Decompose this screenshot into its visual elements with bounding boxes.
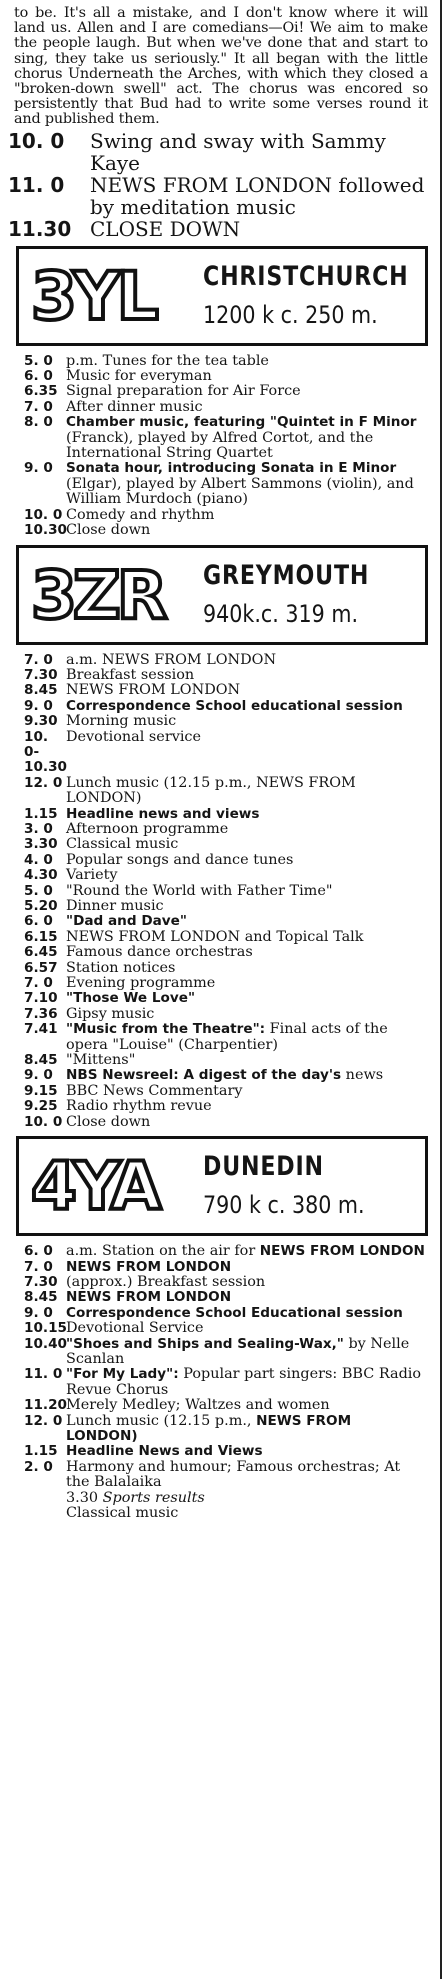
schedule-desc bbox=[66, 1244, 434, 1259]
plain-text: Afternoon programme bbox=[66, 820, 229, 837]
station-banner bbox=[16, 246, 428, 346]
schedule-desc bbox=[66, 508, 434, 523]
time-suffix: a.m. bbox=[66, 1243, 102, 1260]
programme-desc: NEWS FROM LONDON followed by meditation music bbox=[90, 172, 425, 219]
schedule-desc bbox=[66, 714, 434, 729]
schedule-time: 6.57 bbox=[24, 959, 58, 976]
schedule-row bbox=[8, 1306, 434, 1321]
schedule-row bbox=[8, 899, 434, 914]
time-suffix: p.m. bbox=[66, 352, 103, 369]
highlight-text: "Music from the Theatre": bbox=[66, 1021, 266, 1038]
schedule-time: 7. 0 bbox=[24, 398, 53, 415]
highlight-text: Headline News and Views bbox=[66, 1443, 263, 1460]
schedule-row bbox=[8, 930, 434, 945]
schedule-time: 3.30 bbox=[24, 836, 58, 853]
schedule-desc bbox=[66, 1460, 434, 1491]
schedule-time: 10.30 bbox=[24, 522, 67, 539]
schedule-desc bbox=[66, 776, 434, 807]
schedule-row bbox=[8, 1275, 434, 1290]
plain-text: Music for everyman bbox=[66, 368, 212, 385]
schedule-desc bbox=[66, 1099, 434, 1114]
highlight-text: NBS Newsreel: A digest of the day's bbox=[66, 1067, 342, 1084]
schedule-row bbox=[8, 369, 434, 384]
plain-text: After dinner music bbox=[66, 398, 203, 415]
plain-text: "Mittens" bbox=[66, 1052, 136, 1069]
schedule-list bbox=[8, 1244, 434, 1521]
schedule-row bbox=[8, 1260, 434, 1275]
schedule-time: 11.20 bbox=[24, 1397, 67, 1414]
plain-text: Close down bbox=[66, 522, 151, 539]
schedule-desc bbox=[66, 991, 434, 1006]
schedule-time: 1.15 bbox=[24, 1443, 58, 1460]
schedule-row bbox=[8, 354, 434, 369]
schedule-row bbox=[8, 668, 434, 683]
newspaper-column bbox=[8, 0, 434, 1521]
schedule-time: 6.45 bbox=[24, 944, 58, 961]
plain-text: NEWS FROM LONDON bbox=[101, 651, 277, 668]
schedule-desc bbox=[66, 976, 434, 991]
schedule-time: 8.45 bbox=[24, 682, 58, 699]
plain-text: Famous dance orchestras bbox=[66, 944, 253, 961]
station-section bbox=[8, 1136, 434, 1521]
schedule-desc bbox=[66, 523, 434, 538]
schedule-row bbox=[8, 384, 434, 399]
schedule-time: 10. 0 bbox=[24, 506, 63, 523]
station-callsign: 4YA bbox=[31, 1148, 158, 1226]
schedule-time: 9. 0 bbox=[24, 460, 53, 477]
highlight-text: NEWS FROM LONDON bbox=[259, 1243, 425, 1260]
schedule-time: 6.15 bbox=[24, 928, 58, 945]
highlight-text: "For My Lady": bbox=[66, 1366, 179, 1383]
station-section bbox=[8, 545, 434, 1131]
highlight-text: "Shoes and Ships and Sealing-Wax," bbox=[66, 1335, 344, 1352]
schedule-desc bbox=[66, 1022, 434, 1053]
plain-text: Radio rhythm revue bbox=[66, 1098, 212, 1115]
italic-text: Sports results bbox=[102, 1489, 205, 1506]
schedule-desc bbox=[66, 683, 434, 698]
schedule-time: 10. 0-10.30 bbox=[24, 728, 67, 776]
programme-time: 11.30 bbox=[8, 216, 72, 241]
plain-text: Comedy and rhythm bbox=[66, 506, 215, 523]
schedule-desc bbox=[66, 653, 434, 668]
schedule-row bbox=[8, 961, 434, 976]
schedule-row bbox=[8, 1506, 434, 1521]
plain-text: (Elgar), played by Albert Sammons (violin), and William Murdoch (piano) bbox=[66, 475, 414, 508]
plain-text: Dinner music bbox=[66, 898, 164, 914]
plain-text: Station on the air for bbox=[101, 1243, 260, 1260]
plain-text: Classical music bbox=[66, 1505, 179, 1521]
schedule-time: 12. 0 bbox=[24, 1412, 63, 1429]
plain-text: Popular songs and dance tunes bbox=[66, 851, 294, 868]
time-suffix: (approx.) bbox=[66, 1273, 138, 1290]
programme-desc: Swing and sway with Sammy Kaye bbox=[90, 128, 386, 175]
plain-text: "Round the World with Father Time" bbox=[66, 882, 333, 899]
plain-text: NEWS FROM LONDON bbox=[66, 682, 241, 699]
schedule-row bbox=[8, 1321, 434, 1336]
schedule-row bbox=[8, 653, 434, 668]
schedule-row bbox=[8, 1068, 434, 1083]
schedule-time: 1.15 bbox=[24, 805, 58, 822]
schedule-row bbox=[8, 1414, 434, 1445]
schedule-row bbox=[8, 461, 434, 507]
plain-text: Morning music bbox=[66, 713, 177, 730]
station-city: DUNEDIN bbox=[203, 1151, 324, 1183]
plain-text: Harmony and humour; Famous orchestras; At the Balalaika bbox=[66, 1458, 401, 1491]
schedule-row bbox=[8, 1099, 434, 1114]
schedule-row bbox=[8, 1290, 434, 1305]
schedule-row bbox=[8, 945, 434, 960]
plain-text: Merely Medley; Waltzes and women bbox=[66, 1397, 330, 1414]
schedule-row bbox=[8, 714, 434, 729]
schedule-desc bbox=[66, 868, 434, 883]
schedule-list bbox=[8, 354, 434, 539]
plain-text: Lunch music (12.15 p.m., NEWS FROM LONDON) bbox=[66, 774, 356, 807]
schedule-desc bbox=[66, 1084, 434, 1099]
programme-row bbox=[8, 218, 434, 240]
plain-text: Signal preparation for Air Force bbox=[66, 383, 301, 400]
schedule-time: 7.30 bbox=[24, 666, 58, 683]
schedule-desc bbox=[66, 930, 434, 945]
schedule-time: 8. 0 bbox=[24, 414, 53, 431]
schedule-row bbox=[8, 776, 434, 807]
schedule-row bbox=[8, 976, 434, 991]
schedule-time: 11. 0 bbox=[24, 1366, 63, 1383]
schedule-row bbox=[8, 1053, 434, 1068]
schedule-row bbox=[8, 1367, 434, 1398]
schedule-time bbox=[8, 1491, 66, 1506]
schedule-time: 9. 0 bbox=[24, 1067, 53, 1084]
schedule-row bbox=[8, 699, 434, 714]
schedule-desc bbox=[66, 1321, 434, 1336]
schedule-row bbox=[8, 1084, 434, 1099]
schedule-time: 6. 0 bbox=[24, 1243, 53, 1260]
highlight-text: "Those We Love" bbox=[66, 990, 196, 1007]
schedule-desc bbox=[66, 1115, 434, 1130]
schedule-row bbox=[8, 853, 434, 868]
schedule-time: 6. 0 bbox=[24, 913, 53, 930]
schedule-desc bbox=[66, 837, 434, 852]
station-frequency: 940k.c. 319 m. bbox=[203, 599, 359, 628]
schedule-row bbox=[8, 1007, 434, 1022]
schedule-desc bbox=[66, 1007, 434, 1022]
schedule-row bbox=[8, 1398, 434, 1413]
schedule-time: 7. 0 bbox=[24, 1258, 53, 1275]
intro-paragraph: to be. It's all a mistake, and I don't know where it will land us. Allen and I are comedians—Oi! We aim to make the people laugh. But when we've done that and start to sing, they take us seriously." It all began with the little chorus Underneath the Arches, with which they closed a "broken-down swell" act. The chorus was encored so persistently that Bud had to write some verses round it and published them. bbox=[14, 5, 428, 128]
schedule-row bbox=[8, 1244, 434, 1259]
schedule-time: 7. 0 bbox=[24, 975, 53, 992]
schedule-row bbox=[8, 523, 434, 538]
schedule-desc bbox=[66, 1053, 434, 1068]
schedule-time: 12. 0 bbox=[24, 774, 63, 791]
schedule-time: 7. 0 bbox=[24, 651, 53, 668]
plain-text: Gipsy music bbox=[66, 1005, 155, 1022]
top-programme bbox=[8, 130, 434, 240]
schedule-list bbox=[8, 653, 434, 1131]
station-frequency: 790 k c. 380 m. bbox=[203, 1191, 365, 1220]
station-callsign: 3ZR bbox=[31, 556, 164, 634]
schedule-time: 10.40 bbox=[24, 1335, 67, 1352]
plain-text: news bbox=[341, 1067, 384, 1084]
schedule-time: 5. 0 bbox=[24, 352, 53, 369]
schedule-time: 7.41 bbox=[24, 1021, 58, 1038]
plain-text: Devotional service bbox=[66, 728, 202, 745]
time-suffix: a.m. bbox=[66, 651, 102, 668]
plain-text: Popular part singers: BBC Radio Revue Chorus bbox=[66, 1366, 422, 1398]
programme-desc: CLOSE DOWN bbox=[90, 216, 241, 241]
schedule-row bbox=[8, 837, 434, 852]
highlight-text: NEWS FROM LONDON) bbox=[66, 1412, 352, 1444]
schedule-desc bbox=[66, 461, 434, 507]
plain-text: BBC News Commentary bbox=[66, 1082, 243, 1099]
schedule-time: 9.15 bbox=[24, 1082, 58, 1099]
highlight-text: Headline news and views bbox=[66, 805, 260, 822]
schedule-desc bbox=[66, 1306, 434, 1321]
schedule-desc bbox=[66, 1444, 434, 1459]
schedule-desc bbox=[66, 1398, 434, 1413]
schedule-row bbox=[8, 1460, 434, 1491]
plain-text: Lunch music (12.15 p.m., bbox=[66, 1412, 257, 1429]
schedule-desc bbox=[66, 1337, 434, 1368]
schedule-row bbox=[8, 914, 434, 929]
schedule-desc bbox=[66, 945, 434, 960]
schedule-desc bbox=[66, 914, 434, 929]
highlight-text: Chamber music, featuring "Quintet in F Minor bbox=[66, 414, 417, 431]
highlight-text: NEWS FROM LONDON bbox=[66, 1289, 232, 1306]
station-city: GREYMOUTH bbox=[203, 559, 370, 591]
plain-text: Breakfast session bbox=[137, 1273, 266, 1290]
schedule-desc bbox=[66, 384, 434, 399]
plain-text: Devotional Service bbox=[66, 1320, 204, 1337]
schedule-desc bbox=[66, 354, 434, 369]
schedule-time: 9.25 bbox=[24, 1098, 58, 1115]
schedule-desc bbox=[66, 1275, 434, 1290]
plain-text: Tunes for the tea table bbox=[102, 352, 269, 369]
schedule-desc bbox=[66, 853, 434, 868]
schedule-desc bbox=[66, 1290, 434, 1305]
schedule-row bbox=[8, 1491, 434, 1506]
schedule-desc bbox=[66, 1068, 434, 1083]
plain-text: Breakfast session bbox=[66, 666, 195, 683]
highlight-text: Correspondence School Educational session bbox=[66, 1304, 403, 1321]
schedule-time: 3. 0 bbox=[24, 820, 53, 837]
schedule-time bbox=[8, 1506, 66, 1521]
plain-text: Final acts of the opera "Louise" (Charpentier) bbox=[66, 1021, 388, 1053]
schedule-time: 4.30 bbox=[24, 867, 58, 884]
schedule-desc bbox=[66, 961, 434, 976]
schedule-row bbox=[8, 730, 434, 776]
plain-text: Evening programme bbox=[66, 975, 216, 992]
schedule-row bbox=[8, 884, 434, 899]
schedule-desc bbox=[66, 668, 434, 683]
schedule-time: 9.30 bbox=[24, 713, 58, 730]
schedule-desc bbox=[66, 1260, 434, 1275]
schedule-desc bbox=[66, 730, 434, 776]
schedule-desc bbox=[66, 699, 434, 714]
plain-text: (Franck), played by Alfred Cortot, and the International String Quartet bbox=[66, 429, 374, 462]
schedule-row bbox=[8, 400, 434, 415]
schedule-row bbox=[8, 415, 434, 461]
schedule-desc bbox=[66, 400, 434, 415]
plain-text: Close down bbox=[66, 1113, 151, 1130]
schedule-desc bbox=[66, 899, 434, 914]
schedule-time: 9. 0 bbox=[24, 1304, 53, 1321]
schedule-row bbox=[8, 1115, 434, 1130]
schedule-desc bbox=[66, 1506, 434, 1521]
schedule-time: 7.10 bbox=[24, 990, 58, 1007]
plain-text: Variety bbox=[66, 867, 118, 884]
highlight-text: "Dad and Dave" bbox=[66, 913, 187, 930]
schedule-desc bbox=[66, 1414, 434, 1445]
schedule-time: 7.36 bbox=[24, 1005, 58, 1022]
programme-row bbox=[8, 130, 434, 174]
schedule-time: 9. 0 bbox=[24, 697, 53, 714]
plain-text: Station notices bbox=[66, 959, 176, 976]
schedule-row bbox=[8, 1337, 434, 1368]
schedule-desc bbox=[66, 415, 434, 461]
schedule-time: 4. 0 bbox=[24, 851, 53, 868]
column-rule bbox=[440, 0, 442, 1979]
schedule-desc bbox=[66, 822, 434, 837]
schedule-desc bbox=[66, 807, 434, 822]
schedule-time: 2. 0 bbox=[24, 1458, 53, 1475]
schedule-row bbox=[8, 868, 434, 883]
schedule-desc bbox=[66, 369, 434, 384]
station-frequency: 1200 k c. 250 m. bbox=[203, 300, 378, 329]
highlight-text: NEWS FROM LONDON bbox=[66, 1258, 232, 1275]
schedule-time: 10. 0 bbox=[24, 1113, 63, 1130]
schedule-desc bbox=[66, 884, 434, 899]
station-banner bbox=[16, 545, 428, 645]
schedule-time: 5. 0 bbox=[24, 882, 53, 899]
schedule-time: 6.35 bbox=[24, 383, 58, 400]
highlight-text: Correspondence School educational session bbox=[66, 697, 403, 714]
schedule-time: 6. 0 bbox=[24, 368, 53, 385]
schedule-desc bbox=[66, 1491, 434, 1506]
schedule-row bbox=[8, 508, 434, 523]
programme-time: 11. 0 bbox=[8, 172, 65, 197]
plain-text: by Nelle Scanlan bbox=[66, 1335, 410, 1367]
schedule-time: 7.30 bbox=[24, 1273, 58, 1290]
plain-text: 3.30 bbox=[66, 1489, 103, 1506]
schedule-row bbox=[8, 807, 434, 822]
highlight-text: Sonata hour, introducing Sonata in E Minor bbox=[66, 460, 397, 477]
schedule-time: 5.20 bbox=[24, 898, 58, 914]
plain-text: NEWS FROM LONDON and Topical Talk bbox=[66, 928, 364, 945]
stations bbox=[8, 246, 434, 1522]
schedule-time: 10.15 bbox=[24, 1320, 67, 1337]
schedule-desc bbox=[66, 1367, 434, 1398]
schedule-row bbox=[8, 822, 434, 837]
station-city: CHRISTCHURCH bbox=[203, 260, 409, 292]
programme-row bbox=[8, 174, 434, 218]
station-callsign: 3YL bbox=[31, 257, 155, 335]
programme-time: 10. 0 bbox=[8, 128, 65, 153]
schedule-row bbox=[8, 683, 434, 698]
schedule-row bbox=[8, 991, 434, 1006]
schedule-time: 8.45 bbox=[24, 1289, 58, 1306]
schedule-time: 8.45 bbox=[24, 1052, 58, 1069]
plain-text: Classical music bbox=[66, 836, 179, 853]
schedule-row bbox=[8, 1022, 434, 1053]
station-banner bbox=[16, 1136, 428, 1236]
station-section bbox=[8, 246, 434, 539]
schedule-row bbox=[8, 1444, 434, 1459]
